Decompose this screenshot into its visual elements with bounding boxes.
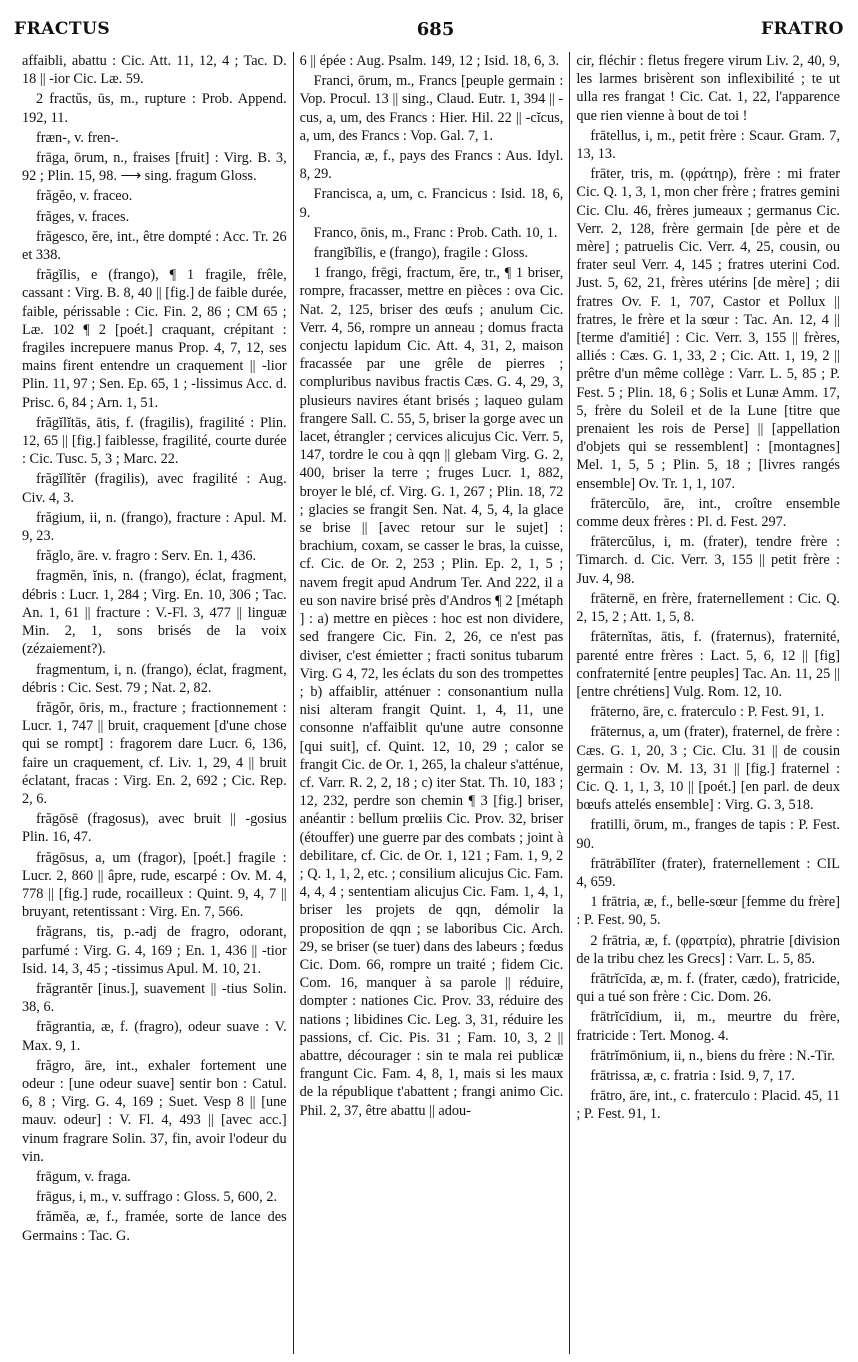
dictionary-entry: frăgrantĕr [inus.], suavement || -tius Solin. 38, 6.	[22, 980, 287, 1016]
dictionary-entry: fræn-, v. fren-.	[36, 129, 119, 146]
dictionary-entry: frātrĭmōnium, ii, n., biens du frère : N.-Tir.	[590, 1047, 835, 1064]
dictionary-entry: frăgĭlis, e (frango), ¶ 1 fragile, frêle, cassant : Virg. B. 8, 40 || [fig.] de faible durée, faible, périssable : Cic. Fin. 2, 86 ; CM 65 ; Læ. 102 ¶ 2 [poét.] craquant, crépitant : fragiles increpuere manus Prop. 4, 7, 12, ses mains firent entendre un craquement || -lior Plin. 11, 97 ; Sen. Ep. 65, 1 ; -lissimus Acc. d. Prisc. 6, 84 ; Arn. 1, 51.	[22, 267, 287, 411]
column-3	[569, 52, 846, 1354]
dictionary-entry: frāter, tris, m. (φράτηρ), frère : mi frater Cic. Q. 1, 3, 1, mon cher frère ; fratres gemini Cic. Clu. 46, frères jumeaux ; germanus Cic. Verr. 2, 128, frère germain [de père et de mère] ; patruelis Cic. Verr. 4, 25, cousin, ou frater seul Verr. 4, 145 ; fratres uterini Cod. Just. 5, 62, 21, frères utérins [de mère] ; dii fratres Ov. F. 1, 707, Castor et Pollux || fratres, le frère et la sœur : Tac. An. 12, 4 || [terme d'amitié] : Cic. Verr. 3, 155 || frères, alliés : Cæs. G. 1, 33, 2 ; Cic. Att. 1, 19, 2 || prêtre d'un même collège : Varr. L. 5, 85 ; P. Fest. 5 ; Plin. 18, 6 ; Solis et Lunæ Amm. 17, 5, frère du Soleil et de la Lune [titre que prenaient les rois de Perse] || [appellation d'objets qui se ressemblent] : [montagnes] Mel. 1, 5, 5 ; Plin. 5, 18 ; [livres rangés ensemble] Ov. Tr. 1, 1, 107.	[576, 166, 840, 492]
dictionary-entry: frăges, v. fraces.	[36, 208, 130, 225]
dictionary-entry: frāterno, āre, c. fraterculo : P. Fest. 91, 1.	[590, 704, 825, 721]
dictionary-entry: frāternĭtas, ātis, f. (fraternus), fraternité, parenté entre frères : Lact. 5, 6, 12 || [fig] confraternité [entre peuples] Tac. An. 11, 25 || [entre chrétiens] Vulg. Rom. 12, 10.	[576, 629, 840, 700]
dictionary-entry: frangĭbĭlis, e (frango), fragile : Gloss.	[313, 245, 529, 262]
dictionary-entry: frātrĭcīda, æ, m. f. (frater, cædo), fratricide, qui a tué son frère : Cic. Dom. 26.	[576, 970, 840, 1006]
dictionary-entry: frāternus, a, um (frater), fraternel, de frère : Cæs. G. 1, 20, 3 ; Cic. Clu. 31 || de cousin germain : Ov. M. 13, 31 || [fig.] fraternel : Cic. Q. 1, 1, 3, 10 || [poét.] [en parl. de deux bœufs attelés ensemble] : Virg. G. 3, 518.	[576, 724, 840, 814]
dictionary-entry: fragmentum, i, n. (frango), éclat, fragment, débris : Cic. Sest. 79 ; Nat. 2, 82.	[22, 661, 287, 696]
left-running-headword: FRACTUS	[14, 19, 111, 39]
dictionary-entry: frăgĕo, v. fraceo.	[36, 188, 133, 205]
dictionary-entry: frăgōsē (fragosus), avec bruit || -gosius Plin. 16, 47.	[22, 811, 287, 846]
right-running-headword: FRATRO	[760, 19, 844, 39]
page-number: 685	[416, 18, 455, 40]
dictionary-entry: frātrissa, æ, c. fratria : Isid. 9, 7, 17.	[590, 1067, 795, 1084]
dictionary-entry: frăgĭlĭtĕr (fragilis), avec fragilité : Aug. Civ. 4, 3.	[22, 471, 287, 506]
dictionary-entry: frāgum, v. fraga.	[36, 1168, 131, 1185]
text-columns	[16, 52, 846, 1354]
dictionary-entry: frātercŭlus, i, m. (frater), tendre frère : Timarch. d. Cic. Verr. 3, 155 || petit frère : Juv. 4, 98.	[576, 534, 840, 587]
dictionary-entry: frātrĭcīdium, ii, m., meurtre du frère, fratricide : Tert. Monog. 4.	[576, 1009, 840, 1044]
dictionary-entry: frăgŏr, ōris, m., fracture ; fractionnement : Lucr. 1, 747 || bruit, craquement [d'une chose qui se rompt] : fragorem dare Lucr. 6, 136, faire un craquement, cf. Liv. 1, 29, 4 || bruit éclatant, fracas : Virg. En. 2, 692 ; Cic. Rep. 2, 6.	[22, 699, 287, 807]
dictionary-entry: 1 frātria, æ, f., belle-sœur [femme du frère] : P. Fest. 90, 5.	[576, 894, 840, 929]
column-2	[293, 52, 570, 1354]
dictionary-entry: frăgĭlĭtās, ātis, f. (fragilis), fragilité : Plin. 12, 65 || [fig.] faiblesse, fragilité, courte durée : Cic. Tusc. 5, 3 ; Marc. 22.	[22, 414, 287, 468]
dictionary-entry: frāga, ōrum, n., fraises [fruit] : Virg. B. 3, 92 ; Plin. 15, 98. ⟶ sing. fragum Gloss.	[22, 150, 287, 185]
column-1	[16, 52, 293, 1354]
dictionary-entry: frăgrans, tis, p.-adj de fragro, odorant, parfumé : Virg. G. 4, 169 ; En. 1, 436 || -tior Isid. 14, 3, 45 ; -tissimus Apul. M. 10, 21.	[22, 924, 287, 977]
dictionary-entry: frāgus, i, m., v. suffrago : Gloss. 5, 600, 2.	[36, 1189, 278, 1206]
dictionary-entry: frāternē, en frère, fraternellement : Cic. Q. 2, 15, 2 ; Att. 1, 5, 8.	[576, 590, 840, 626]
dictionary-entry: Franco, ōnis, m., Franc : Prob. Cath. 10, 1.	[313, 224, 558, 241]
dictionary-entry: cir, fléchir : fletus fregere virum Liv. 2, 40, 9, les larmes brisèrent son inflexibilité ; te ut ulla res frangat ! Cic. Cat. 1, 22, l'apparence que rien vienne à bout de toi !	[576, 53, 840, 124]
dictionary-entry: frămĕa, æ, f., framée, sorte de lance des Germains : Tac. G.	[22, 1209, 287, 1244]
dictionary-entry: frātellus, i, m., petit frère : Scaur. Gram. 7, 13, 13.	[576, 127, 840, 163]
dictionary-entry: 6 || épée : Aug. Psalm. 149, 12 ; Isid. 18, 6, 3.	[299, 53, 560, 69]
dictionary-entry: 2 frātria, æ, f. (φρατρία), phratrie [division de la tribu chez les Grecs] : Varr. L. 5, 85.	[576, 932, 840, 967]
dictionary-entry: fratilli, ōrum, m., franges de tapis : P. Fest. 90.	[576, 817, 840, 852]
page-header	[14, 14, 844, 44]
dictionary-entry: affaibli, abattu : Cic. Att. 11, 12, 4 ; Tac. D. 18 || -ior Cic. Læ. 59.	[22, 53, 287, 88]
dictionary-entry: frăgrantia, æ, f. (fragro), odeur suave : V. Max. 9, 1.	[22, 1019, 287, 1054]
dictionary-entry: Francia, æ, f., pays des Francs : Aus. Idyl. 8, 29.	[299, 148, 564, 183]
dictionary-entry: frăgro, āre, int., exhaler fortement une odeur : [une odeur suave] sentir bon : Catul. 6, 8 ; Virg. G. 4, 169 ; Suet. Vesp 8 || [une mauv. odeur] : V. Fl. 4, 493 || [avec acc.] vinum fragrare Solin. 37, fin, avoir l'odeur du vin.	[22, 1057, 287, 1165]
dictionary-entry: 1 frango, frēgi, fractum, ĕre, tr., ¶ 1 briser, rompre, fracasser, mettre en pièces : ova Cic. Nat. 2, 125, briser des œufs ; anulum Cic. Verr. 4, 56, rompre un anneau ; domus fracta conjectu lapidum Cic. Att. 4, 31, 2, maison fracassée par une grêle de pierres ; compluribus navibus fractis Cæs. G. 4, 29, 3, plusieurs navires étant brisés ; laqueo gulam frangere Sall. C. 55, 5, briser la gorge avec un lacet, étrangler ; cervices alicujus Cic. Verr. 5, 147, tordre le cou à qqn || glebam Virg. G. 2, 400, briser la terre ; fruges Lucr. 1, 882, broyer le blé, cf. Virg. G. 1, 267 ; Plin. 18, 72 ; glacies se frangit Sen. Nat. 4, 5, 4, la glace se brise || [avec retour sur le sujet] : brachium, coxam, se casser le bras, la cuisse, cf. Cic. de Or. 2, 253 ; Plin. Ep. 2, 1, 5 ; navem fregit apud Andrum Ter. And 222, il a eu son navire brisé près d'Andros ¶ 2 [métaph ] : a) mettre en pièces : hoc est non dividere, sed frangere Cic. Fin. 2, 26, ce n'est pas diviser, c'est émietter ; fracti sonitus tubarum Virg. G 4, 72, les éclats du son des trompettes ; b) affaiblir, atténuer : consonantium nulla nisi alteram frangit Quint. 1, 4, 11, une consonne n'affaiblit qu'une autre consonne [qui suit], cf. Quint. 12, 10, 29 ; calor se frangit Cic. de Or. 1, 265, la chaleur s'atténue, cf. Varr. R. 2, 2, 18 ; c) iter Stat. Th. 10, 183 ; 12, 232, perdre son chemin ¶ 3 [fig.] briser, anéantir : bellum prœliis Cic. Prov. 32, briser (étouffer) une guerre par des combats ; joint à debilitare, cf. Cic. de Or. 1, 121 ; Fam. 1, 9, 2 ; Q. 1, 1, 2, etc. ; consilium alicujus Cic. Fam. 4, 4, 4 ; sententiam alicujus Cic. Fam. 1, 4, 1, briser les projets de qqn, démolir la proposition de qqn ; se laboribus Cic. Arch. 29, se briser (se tuer) dans des labeurs ; fœdus Cic. Dom. 66, rompre un traité ; fidem Cic. Com. 16, manquer à sa parole || réduire, dompter : nationes Cic. Prov. 33, réduire des nations ; libidines Cic. Leg. 3, 31, réduire les passions, cf. Cic. Pis. 31 ; Fam. 10, 3, 2 || abattre, décourager : sin te mala rei publicæ frangunt Cic. Fam. 4, 8, 1, mais si les maux de la république t'abattent ; frangi animo Cic. Phil. 2, 37, être abattu || adou-	[299, 265, 564, 1119]
dictionary-entry: frātrābĭlĭter (frater), fraternellement : CIL 4, 659.	[576, 855, 840, 890]
dictionary-entry: fragmĕn, ĭnis, n. (frango), éclat, fragment, débris : Lucr. 1, 284 ; Virg. En. 10, 306 ; Tac. An. 1, 61 || fracture : V.-Fl. 3, 477 || linguæ Min. 2, 1, sons brisés de la voix (zézaiement?).	[22, 568, 287, 658]
dictionary-entry: frăgesco, ĕre, int., être dompté : Acc. Tr. 26 et 338.	[22, 228, 287, 264]
dictionary-entry: frăgōsus, a, um (fragor), [poét.] fragile : Lucr. 2, 860 || âpre, rude, escarpé : Ov. M. 4, 778 || [fig.] rude, rocailleux : Quint. 9, 4, 7 || bruyant, retentissant : Virg. En. 7, 566.	[22, 849, 287, 921]
dictionary-entry: frăglo, āre. v. fragro : Serv. En. 1, 436.	[36, 548, 257, 565]
dictionary-entry: frātercŭlo, āre, int., croître ensemble comme deux frères : Pl. d. Fest. 297.	[576, 495, 840, 531]
dictionary-entry: 2 fractŭs, ūs, m., rupture : Prob. Append. 192, 11.	[22, 91, 287, 126]
dictionary-entry: Franci, ōrum, m., Francs [peuple germain : Vop. Procul. 13 || sing., Claud. Eutr. 1, 394 || -cus, a, um, des Francs : Hier. Hil. 22 || -cĭcus, a, um, des Francs : Vop. Gal. 7, 1.	[299, 73, 564, 144]
dictionary-entry: Francisca, a, um, c. Francicus : Isid. 18, 6, 9.	[299, 186, 564, 221]
dictionary-entry: frātro, āre, int., c. fraterculo : Placid. 45, 11 ; P. Fest. 91, 1.	[576, 1088, 840, 1123]
dictionary-entry: frăgium, ii, n. (frango), fracture : Apul. M. 9, 23.	[22, 509, 287, 545]
